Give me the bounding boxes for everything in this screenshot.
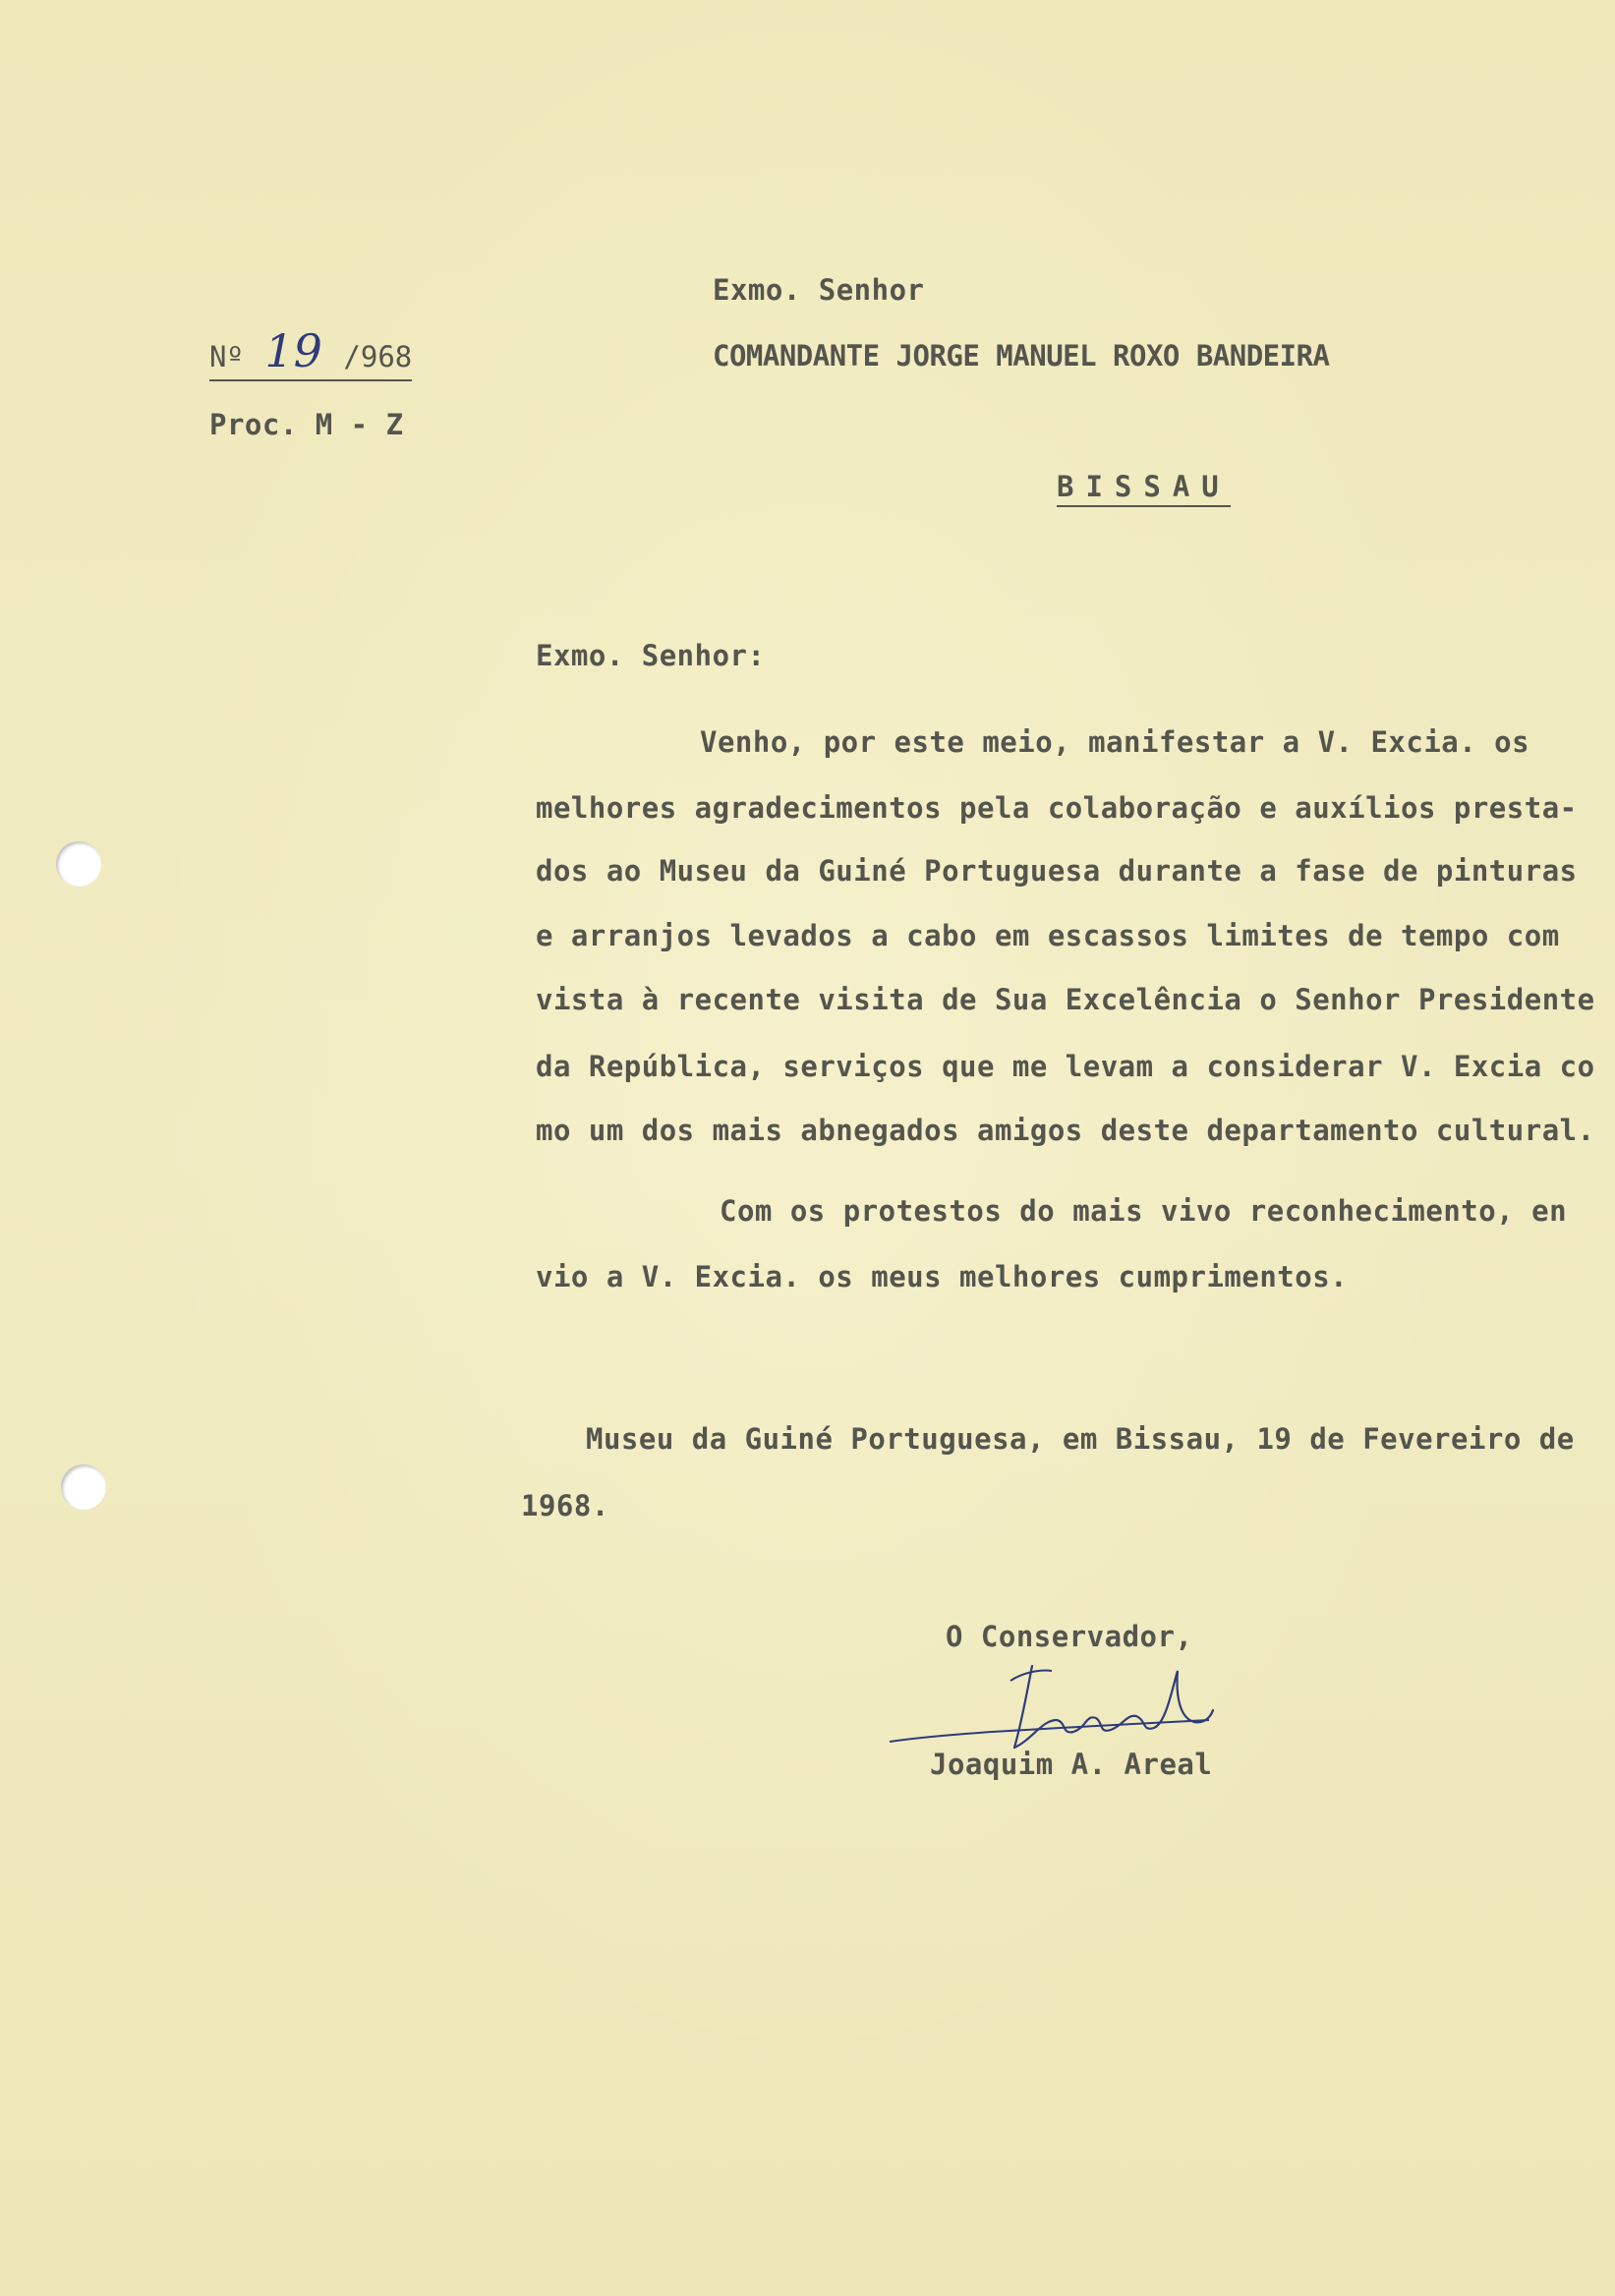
closing-line: vio a V. Excia. os meus melhores cumprimentos. xyxy=(536,1260,1349,1293)
body-line: e arranjos levados a cabo em escassos limites de tempo com xyxy=(536,919,1560,952)
body-line: melhores agradecimentos pela colaboração e auxílios presta- xyxy=(536,791,1578,825)
signatory-title: O Conservador, xyxy=(946,1620,1193,1653)
reference-prefix: Nº xyxy=(209,340,244,373)
signatory-name: Joaquim A. Areal xyxy=(930,1748,1213,1781)
punch-hole-top xyxy=(56,841,101,887)
body-line: Venho, por este meio, manifestar a V. Excia. os xyxy=(700,725,1530,759)
body-line: dos ao Museu da Guiné Portuguesa durante a fase de pinturas xyxy=(536,854,1578,888)
closing-line: Com os protestos do mais vivo reconhecimento, en xyxy=(720,1194,1568,1228)
punch-hole-bottom xyxy=(61,1464,106,1510)
body-line: vista à recente visita de Sua Excelência o Senhor Presidente xyxy=(536,983,1595,1016)
addressee-salutation: Exmo. Senhor xyxy=(713,273,925,307)
reference-handwritten-number: 19 xyxy=(264,324,322,377)
body-line: mo um dos mais abnegados amigos deste departamento cultural. xyxy=(536,1114,1595,1147)
reference-number xyxy=(209,324,412,381)
place-date-line: Museu da Guiné Portuguesa, em Bissau, 19 de Fevereiro de xyxy=(586,1422,1575,1456)
process-reference: Proc. M - Z xyxy=(209,408,404,441)
body-line: da República, serviços que me levam a considerar V. Excia co xyxy=(536,1050,1595,1083)
place-date-line: 1968. xyxy=(521,1489,609,1522)
greeting: Exmo. Senhor: xyxy=(536,639,766,672)
city-heading: BISSAU xyxy=(1057,470,1231,507)
reference-year: /968 xyxy=(343,340,413,373)
addressee-name: COMANDANTE JORGE MANUEL ROXO BANDEIRA xyxy=(713,339,1330,373)
